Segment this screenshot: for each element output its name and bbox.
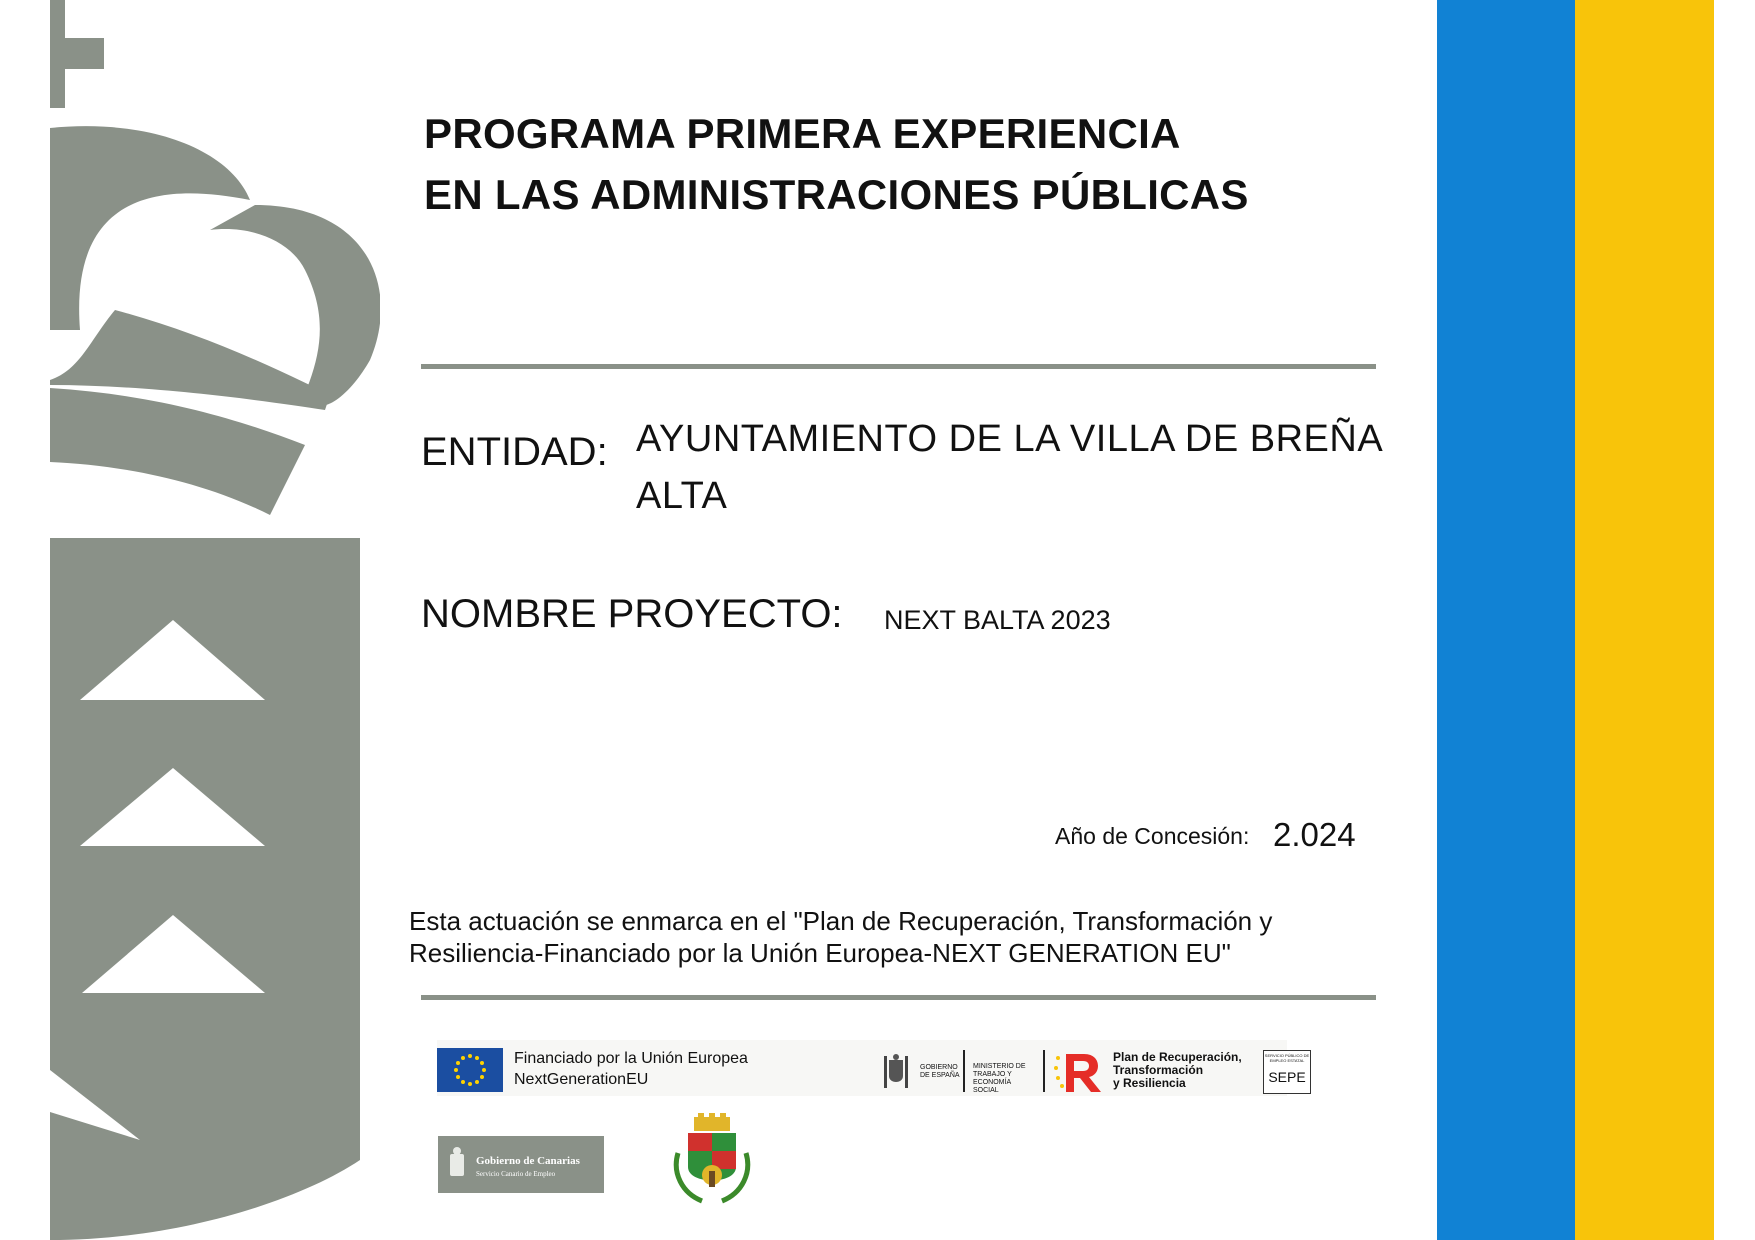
project-label: NOMBRE PROYECTO:	[421, 592, 843, 636]
spain-coat-of-arms-icon	[880, 1052, 912, 1090]
title-line-1: PROGRAMA PRIMERA EXPERIENCIA	[424, 110, 1181, 157]
ministerio-text: MINISTERIO DE TRABAJO Y ECONOMÍA SOCIAL	[973, 1063, 1026, 1094]
eu-funding-text-1: Financiado por la Unión Europea	[514, 1050, 748, 1067]
project-value: NEXT BALTA 2023	[884, 605, 1111, 635]
entity-value-line-1: AYUNTAMIENTO DE LA VILLA DE BREÑA	[636, 418, 1384, 460]
funding-note-line-2: Resiliencia-Financiado por la Unión Europea-NEXT GENERATION EU"	[409, 938, 1231, 968]
canarias-shield-icon	[447, 1146, 467, 1184]
gobierno-espana-text: GOBIERNO DE ESPAÑA	[920, 1064, 960, 1079]
logo-separator-2	[1043, 1050, 1045, 1092]
eu-flag-icon	[437, 1048, 503, 1092]
divider-bottom	[421, 995, 1376, 1000]
entity-label: ENTIDAD:	[421, 430, 608, 474]
grant-year-value: 2.024	[1273, 816, 1356, 853]
blue-stripe	[1437, 0, 1575, 1240]
grant-year-label: Año de Concesión:	[1055, 823, 1250, 849]
yellow-stripe	[1575, 0, 1714, 1240]
eu-funding-text-2: NextGenerationEU	[514, 1071, 649, 1088]
title-line-2: EN LAS ADMINISTRACIONES PÚBLICAS	[424, 171, 1249, 218]
plan-recuperacion-icon	[1052, 1048, 1102, 1094]
entity-value-line-2: ALTA	[636, 475, 728, 517]
funding-note-line-1: Esta actuación se enmarca en el "Plan de Recuperación, Transformación y	[409, 906, 1273, 936]
plan-recuperacion-text: Plan de Recuperación, Transformación y Resiliencia	[1113, 1050, 1242, 1090]
gobierno-canarias-logo: Gobierno de Canarias Servicio Canario de Empleo	[438, 1136, 604, 1193]
divider-top	[421, 364, 1376, 369]
funding-note	[409, 905, 1369, 969]
sepe-logo: SERVICIO PÚBLICO DE EMPLEO ESTATAL SEPE	[1263, 1050, 1311, 1094]
logo-separator	[963, 1050, 965, 1092]
brena-alta-coat-of-arms-icon	[672, 1113, 752, 1205]
canarias-emblem-graphic	[0, 0, 380, 1240]
